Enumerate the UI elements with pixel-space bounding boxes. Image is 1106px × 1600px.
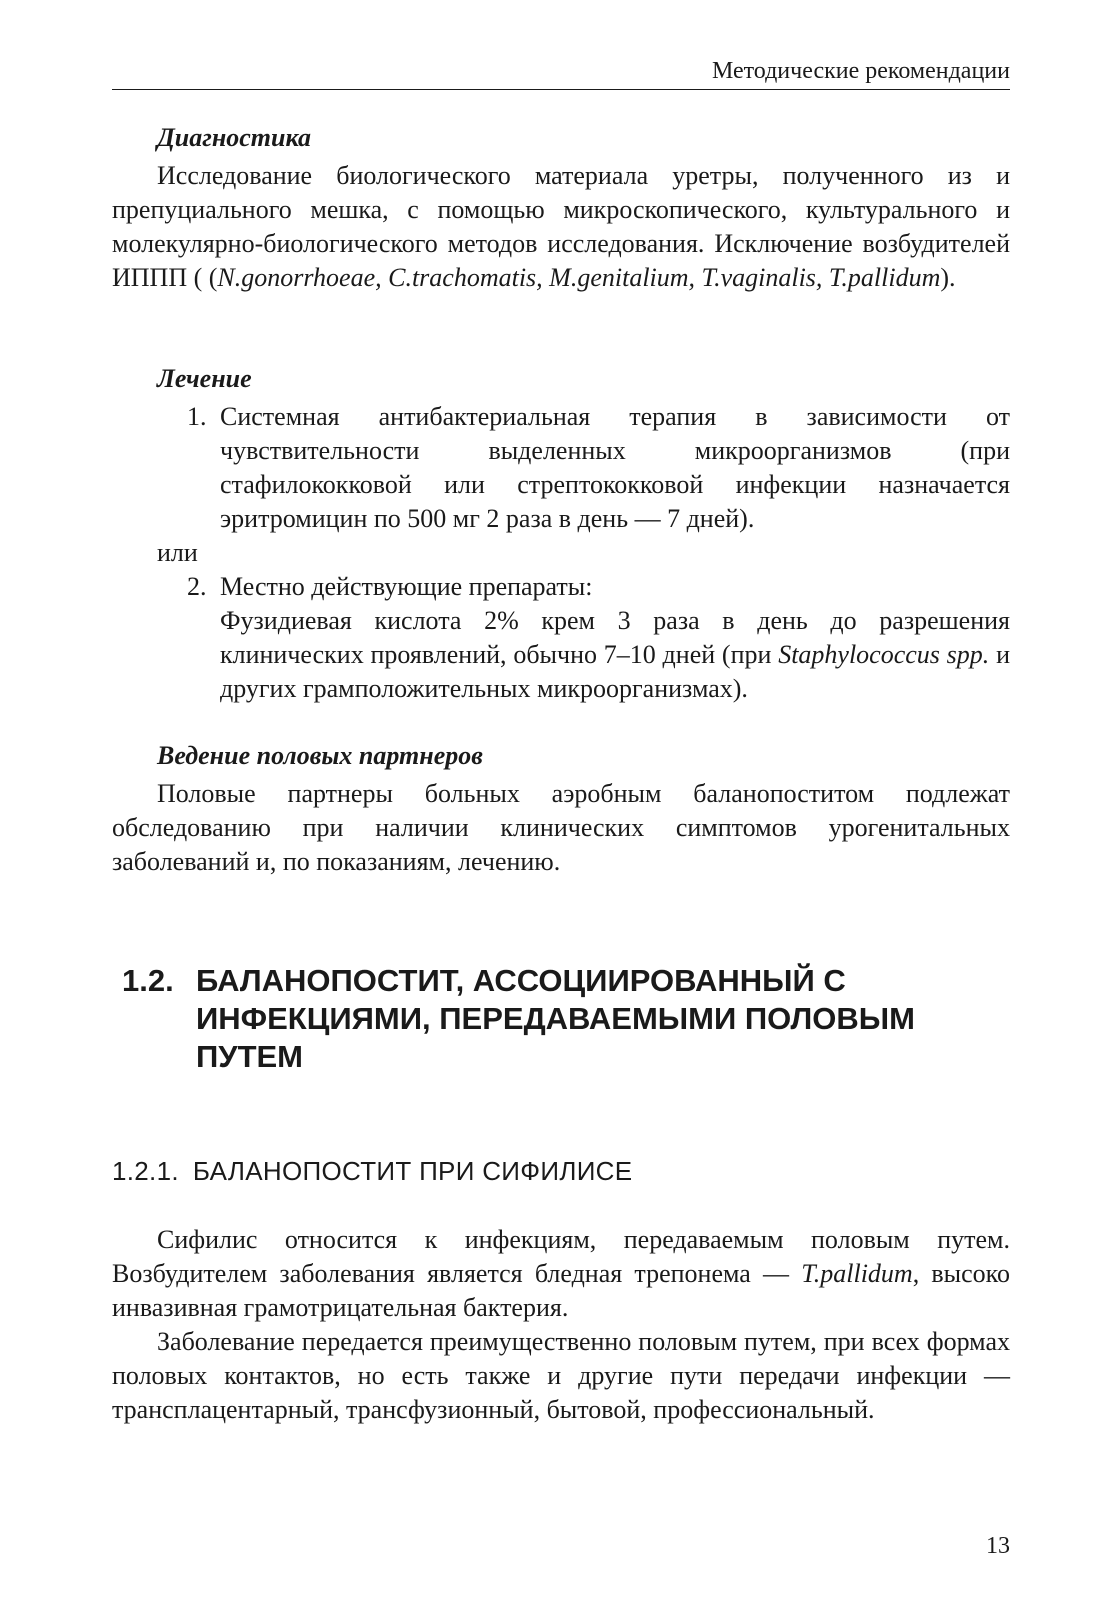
document-page bbox=[112, 0, 1010, 1600]
diagnostics-paragraph bbox=[112, 159, 1010, 295]
treatment-item-1 bbox=[187, 400, 1010, 536]
page-number: 13 bbox=[986, 1533, 1010, 1559]
subsection-number: 1.2.1. bbox=[112, 1156, 179, 1186]
treatment-item-2-text-part2: и других грамположительных микроорганизмах). bbox=[220, 640, 1010, 703]
diagnostics-text-part1: Исследование биологического материала уретры, полученного из и препуциального мешка, с помощью микроскопического, культурального и молекулярно-биологического методов исследования. Исключение возбудителей ИППП ( ( bbox=[112, 161, 1010, 292]
subsection-title: БАЛАНОПОСТИТ ПРИ СИФИЛИСЕ bbox=[192, 1156, 633, 1186]
diagnostics-text-part2: ). bbox=[940, 263, 956, 292]
running-header: Методические рекомендации bbox=[711, 58, 1010, 84]
treatment-item-2 bbox=[187, 570, 1010, 706]
syphilis-para1-pathogen: T.pallidum bbox=[801, 1259, 913, 1288]
section-number: 1.2. bbox=[122, 963, 174, 998]
subsection-heading bbox=[112, 1155, 632, 1187]
diagnostics-pathogens: N.gonorrhoeae, C.trachomatis, M.genitalium, T.vaginalis, T.pallidum bbox=[217, 263, 941, 292]
treatment-item-2-line1: Местно действующие препараты: bbox=[220, 572, 593, 601]
or-label: или bbox=[157, 538, 198, 567]
syphilis-paragraph-2: Заболевание передается преимущественно половым путем, при всех формах половых контактов, но есть также и другие пути передачи инфекции — трансплацентарный, трансфузионный, бытовой, профессиональный. bbox=[112, 1327, 1010, 1424]
syphilis-para1-part2: , высоко инвазивная грамотрицательная бактерия. bbox=[112, 1259, 1010, 1322]
treatment-item-1-number: 1. bbox=[187, 402, 207, 431]
syphilis-para1-part1: Сифилис относится к инфекциям, передаваемым половым путем. Возбудителем заболевания является бледная трепонема — bbox=[112, 1225, 1010, 1288]
treatment-item-2-number: 2. bbox=[187, 572, 207, 601]
syphilis-paragraph-1 bbox=[112, 1223, 1010, 1325]
treatment-item-2-organism: Staphylococcus spp. bbox=[778, 640, 990, 669]
treatment-item-2-text bbox=[220, 604, 1010, 706]
treatment-item-1-text: Системная антибактериальная терапия в зависимости от чувствительности выделенных микроорганизмов (при стафилококковой или стрептококковой инфекции назначается эритромицин по 500 мг 2 раза в день — 7 дней). bbox=[220, 402, 1010, 533]
partners-heading: Ведение половых партнеров bbox=[157, 741, 483, 770]
diagnostics-heading: Диагностика bbox=[157, 123, 312, 152]
treatment-item-2-text-part1: Фузидиевая кислота 2% крем 3 раза в день до разрешения клинических проявлений, обычно 7–10 дней (при bbox=[220, 606, 1010, 669]
section-heading bbox=[122, 962, 916, 1076]
header-rule bbox=[112, 89, 1010, 90]
partners-paragraph: Половые партнеры больных аэробным баланопоститом подлежат обследованию при наличии клинических симптомов урогенитальных заболеваний и, по показаниям, лечению. bbox=[112, 779, 1010, 876]
section-title: БАЛАНОПОСТИТ, АССОЦИИРОВАННЫЙ С ИНФЕКЦИЯМИ, ПЕРЕДАВАЕМЫМИ ПОЛОВЫМ ПУТЕМ bbox=[196, 963, 915, 1074]
treatment-heading: Лечение bbox=[157, 364, 252, 393]
